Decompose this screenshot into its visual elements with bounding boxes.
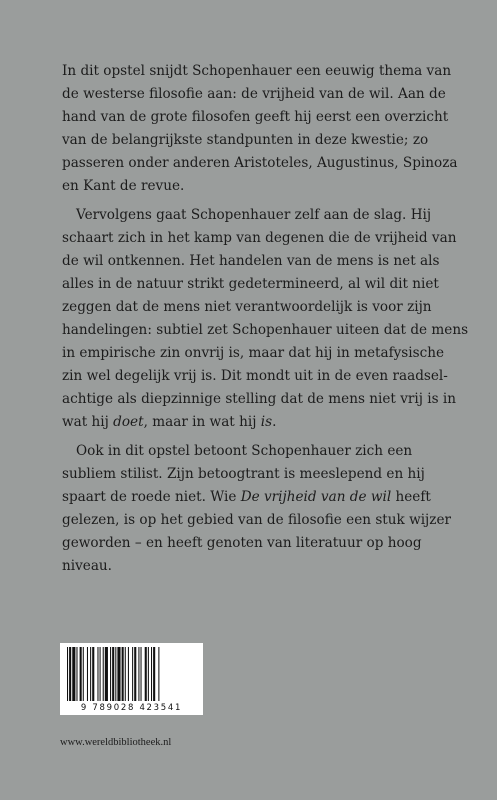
- barcode-bar: [72, 647, 75, 701]
- text-line: gelezen, is op het gebied van de filosofie een stuk wijzer: [62, 512, 451, 528]
- text-line: handelingen: subtiel zet Schopenhauer uiteen dat de mens: [62, 322, 469, 338]
- barcode-bar: [87, 647, 88, 701]
- text-line: niveau.: [62, 558, 113, 574]
- barcode-bar: [138, 647, 139, 701]
- book-title-italic: De vrijheid van de wil: [240, 489, 392, 505]
- text-line: [62, 411, 454, 434]
- isbn-barcode: [60, 643, 203, 715]
- text-line: passeren onder anderen Aristoteles, Augustinus, Spinoza: [62, 155, 458, 171]
- barcode-bar: [153, 647, 155, 701]
- text-line: alles in de natuur strikt gedetermineerd, al wil dit niet: [62, 276, 439, 292]
- barcode-bar: [145, 647, 147, 701]
- barcode-bar: [158, 647, 159, 701]
- text-line: subliem stilist. Zijn betoogtrant is meeslepend en hij: [62, 466, 425, 482]
- text-line: geworden – en heeft genoten van literatuur op hoog: [62, 535, 422, 551]
- barcode-bar: [103, 647, 104, 701]
- text-line: Vervolgens gaat Schopenhauer zelf aan de slag. Hij: [76, 207, 432, 223]
- barcode-bar: [69, 647, 71, 701]
- paragraph-3: [62, 440, 454, 578]
- isbn-number: 9 789028 423541: [80, 703, 183, 713]
- barcode-bar: [80, 647, 82, 701]
- text-line: zin wel degelijk vrij is. Dit mondt uit in de even raadsel-: [62, 368, 448, 384]
- text-line: hand van de grote filosofen geeft hij eerst een overzicht: [62, 109, 449, 125]
- barcode-bar: [105, 647, 108, 701]
- text-line: de westerse filosofie aan: de vrijheid van de wil. Aan de: [62, 86, 446, 102]
- barcode-bar: [117, 647, 120, 701]
- text-run: wat hij: [62, 414, 114, 430]
- barcode-bar: [132, 647, 133, 701]
- text-line: en Kant de revue.: [62, 178, 185, 194]
- barcode-bar: [92, 647, 94, 701]
- barcode-bar: [115, 647, 116, 701]
- barcode-bar: [83, 647, 84, 701]
- barcode-bar: [151, 647, 152, 701]
- publisher-website: www.wereldbibliotheek.nl: [60, 737, 172, 748]
- barcode-bar: [134, 647, 136, 701]
- barcode-bar: [148, 647, 149, 701]
- barcode-bar: [90, 647, 91, 701]
- text-run: .: [272, 414, 277, 430]
- italic-doet: doet: [113, 414, 144, 430]
- text-line: achtige als diepzinnige stelling dat de mens niet vrij is in: [62, 391, 457, 407]
- barcode-bar: [141, 647, 142, 701]
- paragraph-1: [62, 60, 458, 198]
- text-run: spaart de roede niet. Wie: [62, 489, 241, 505]
- text-run: heeft: [391, 489, 431, 505]
- paragraph-2: [62, 204, 469, 434]
- text-line: de wil ontkennen. Het handelen van de mens is net als: [62, 253, 440, 269]
- text-line: [62, 486, 454, 509]
- barcode-bar: [97, 647, 98, 701]
- text-line: In dit opstel snijdt Schopenhauer een eeuwig thema van: [62, 63, 452, 79]
- barcode-bar: [67, 647, 68, 701]
- text-line: in empirische zin onvrij is, maar dat hij in metafysische: [62, 345, 445, 361]
- back-cover-blurb: [62, 60, 469, 584]
- barcode-bars: [65, 647, 198, 703]
- barcode-bar: [110, 647, 111, 701]
- text-line: van de belangrijkste standpunten in deze kwestie; zo: [62, 132, 429, 148]
- barcode-bar: [76, 647, 77, 701]
- barcode-bar: [112, 647, 114, 701]
- text-line: zeggen dat de mens niet verantwoordelijk is voor zijn: [62, 299, 432, 315]
- barcode-bar: [100, 647, 101, 701]
- text-run: , maar in wat hij: [143, 414, 261, 430]
- barcode-bar: [125, 647, 126, 701]
- italic-is: is: [260, 414, 273, 430]
- text-line: schaart zich in het kamp van degenen die de vrijheid van: [62, 230, 457, 246]
- text-line: Ook in dit opstel betoont Schopenhauer zich een: [76, 443, 413, 459]
- barcode-bar: [128, 647, 129, 701]
- barcode-bar: [122, 647, 124, 701]
